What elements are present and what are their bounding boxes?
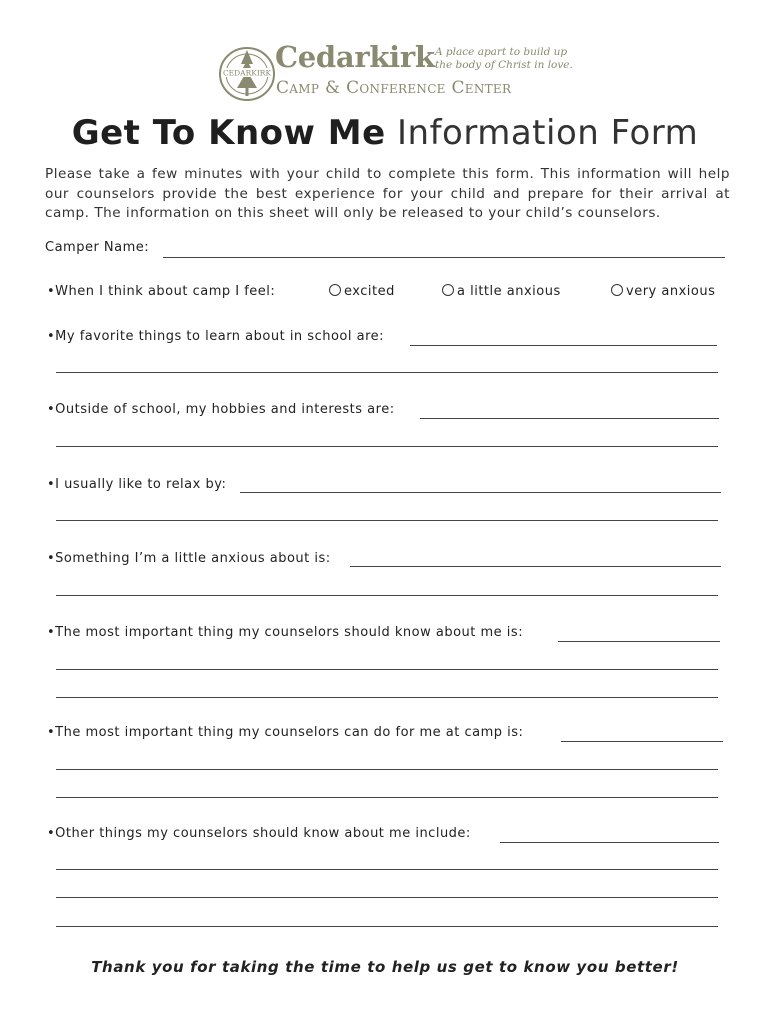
radio-little-anxious[interactable] bbox=[442, 284, 454, 296]
question-school-label: •My favorite things to learn about in school are: bbox=[47, 329, 385, 344]
page-title bbox=[0, 113, 770, 153]
feel-option-very-anxious[interactable] bbox=[611, 284, 715, 299]
answer-line[interactable] bbox=[558, 641, 720, 642]
answer-line[interactable] bbox=[350, 566, 721, 567]
answer-line[interactable] bbox=[56, 595, 718, 596]
camp-logo bbox=[218, 40, 573, 104]
answer-line[interactable] bbox=[56, 446, 718, 447]
feel-option-excited[interactable] bbox=[329, 284, 395, 299]
answer-line[interactable] bbox=[410, 345, 717, 346]
intro-paragraph: Please take a few minutes with your child to complete this form. This information will help our counselors provide the best experience for your child and prepare for their arrival at camp. The information on this sheet will only be released to your child’s counselors. bbox=[45, 166, 730, 221]
title-bold: Get To Know Me bbox=[71, 113, 386, 153]
question-do-label: •The most important thing my counselors can do for me at camp is: bbox=[47, 725, 524, 740]
answer-line[interactable] bbox=[420, 418, 719, 419]
feel-option-label: very anxious bbox=[626, 284, 716, 299]
answer-line[interactable] bbox=[56, 869, 718, 870]
thank-you-note: Thank you for taking the time to help us get to know you better! bbox=[91, 958, 679, 976]
feel-option-label: a little anxious bbox=[457, 284, 561, 299]
logo-tagline-line1: A place apart to build up bbox=[435, 46, 568, 58]
answer-line[interactable] bbox=[56, 669, 718, 670]
feel-option-label: excited bbox=[344, 284, 395, 299]
seal-text: CEDARKIRK bbox=[222, 68, 272, 78]
answer-line[interactable] bbox=[500, 842, 719, 843]
answer-line[interactable] bbox=[56, 697, 718, 698]
feel-label: •When I think about camp I feel: bbox=[47, 284, 276, 299]
answer-line[interactable] bbox=[56, 769, 718, 770]
cedar-tree-seal-icon bbox=[218, 44, 276, 102]
radio-very-anxious[interactable] bbox=[611, 284, 623, 296]
question-hobbies-label: •Outside of school, my hobbies and interests are: bbox=[47, 402, 395, 417]
answer-line[interactable] bbox=[56, 372, 718, 373]
answer-line[interactable] bbox=[56, 520, 718, 521]
question-other-label: •Other things my counselors should know about me include: bbox=[47, 826, 471, 841]
answer-line[interactable] bbox=[56, 926, 718, 927]
feel-option-little-anxious[interactable] bbox=[442, 284, 561, 299]
logo-name: Cedarkirk bbox=[275, 40, 435, 74]
question-anxious-label: •Something I’m a little anxious about is: bbox=[47, 551, 331, 566]
logo-tagline bbox=[435, 46, 573, 72]
answer-line[interactable] bbox=[240, 492, 721, 493]
camper-name-label: Camper Name: bbox=[45, 240, 150, 255]
answer-line[interactable] bbox=[561, 741, 723, 742]
answer-line[interactable] bbox=[56, 797, 718, 798]
logo-subtitle: Camp & Conference Center bbox=[276, 78, 512, 98]
answer-line[interactable] bbox=[56, 897, 718, 898]
question-know-label: •The most important thing my counselors should know about me is: bbox=[47, 625, 524, 640]
title-light: Information Form bbox=[397, 113, 699, 153]
logo-tagline-line2: the body of Christ in love. bbox=[435, 59, 573, 71]
question-relax-label: •I usually like to relax by: bbox=[47, 477, 227, 492]
radio-excited[interactable] bbox=[329, 284, 341, 296]
camper-name-field[interactable] bbox=[163, 257, 725, 258]
